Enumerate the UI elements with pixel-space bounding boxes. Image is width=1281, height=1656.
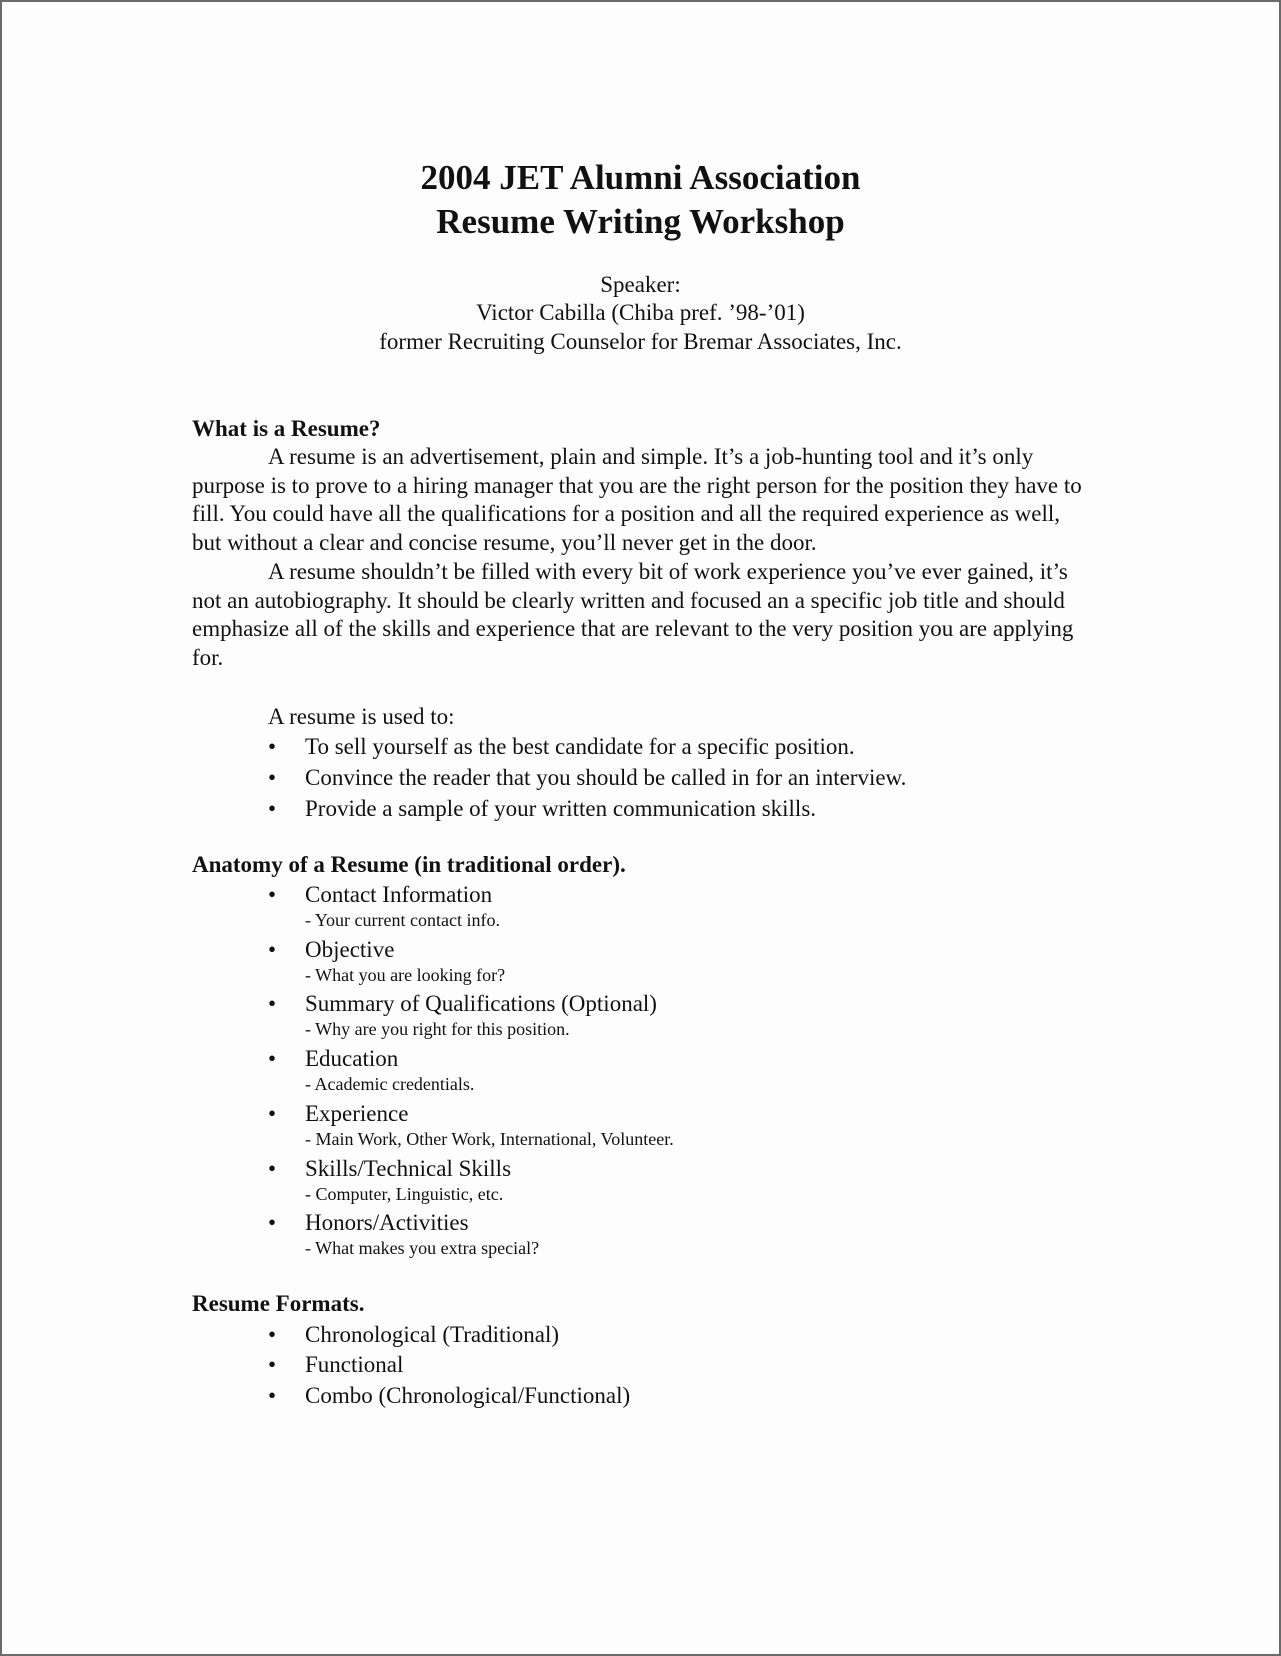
bullet-icon: • — [268, 796, 277, 821]
section-heading-anatomy: Anatomy of a Resume (in traditional order). — [192, 852, 626, 877]
list-item-label: Skills/Technical Skills — [305, 1156, 512, 1181]
list-item-detail: - Your current contact info. — [305, 910, 500, 930]
list-item-text: Chronological (Traditional) — [305, 1322, 560, 1347]
title-line-1: 2004 JET Alumni Association — [420, 158, 861, 197]
bullet-icon: • — [268, 1322, 277, 1347]
bullet-icon: • — [268, 991, 277, 1016]
speaker-label: Speaker: — [600, 272, 681, 297]
bullet-icon: • — [268, 1210, 277, 1235]
list-item-text: Provide a sample of your written communication skills. — [305, 796, 817, 821]
bullet-icon: • — [268, 1352, 277, 1377]
bullet-icon: • — [268, 937, 277, 962]
list-item-label: Experience — [305, 1101, 409, 1126]
list-item-detail: - Academic credentials. — [305, 1074, 475, 1094]
uses-intro: A resume is used to: — [268, 704, 455, 729]
title-line-2: Resume Writing Workshop — [436, 202, 845, 241]
list-item-detail: - What makes you extra special? — [305, 1238, 540, 1258]
list-item-text: To sell yourself as the best candidate for a specific position. — [305, 734, 855, 759]
list-item-label: Honors/Activities — [305, 1210, 469, 1235]
bullet-icon: • — [268, 1046, 277, 1071]
list-item-detail: - Main Work, Other Work, International, Volunteer. — [305, 1129, 674, 1149]
list-item-text: Combo (Chronological/Functional) — [305, 1383, 631, 1408]
paragraph-1-text: A resume is an advertisement, plain and simple. It’s a job-hunting tool and it’s only purpose is to prove to a hiring manager that you are the right person for the position they have to fill. You could have all the qualifications for a position and all the required experience as well, but without a clear and concise resume, you’ll never get in the door. — [192, 444, 1082, 556]
list-item-label: Objective — [305, 937, 395, 962]
speaker-name: Victor Cabilla (Chiba pref. ’98-’01) — [476, 300, 805, 325]
section-heading-what-is-resume: What is a Resume? — [192, 416, 381, 441]
list-item-detail: - Computer, Linguistic, etc. — [305, 1184, 504, 1204]
list-item-label: Contact Information — [305, 882, 493, 907]
bullet-icon: • — [268, 1383, 277, 1408]
bullet-icon: • — [268, 1156, 277, 1181]
bullet-icon: • — [268, 734, 277, 759]
list-item-detail: - Why are you right for this position. — [305, 1019, 570, 1039]
paragraph-2 — [192, 558, 1092, 673]
list-item-label: Summary of Qualifications (Optional) — [305, 991, 657, 1016]
speaker-role: former Recruiting Counselor for Bremar Associates, Inc. — [379, 329, 902, 354]
section-heading-formats: Resume Formats. — [192, 1291, 365, 1316]
bullet-icon: • — [268, 1101, 277, 1126]
list-item-text: Functional — [305, 1352, 404, 1377]
bullet-icon: • — [268, 765, 277, 790]
paragraph-1 — [192, 443, 1092, 558]
list-item-label: Education — [305, 1046, 399, 1071]
bullet-icon: • — [268, 882, 277, 907]
list-item-detail: - What you are looking for? — [305, 965, 506, 985]
list-item-text: Convince the reader that you should be called in for an interview. — [305, 765, 907, 790]
paragraph-2-text: A resume shouldn’t be filled with every bit of work experience you’ve ever gained, it’s not an autobiography. It should be clearly written and focused an a specific job title and should emphasize all of the skills and experience that are relevant to the very position you are applying for. — [192, 559, 1074, 671]
